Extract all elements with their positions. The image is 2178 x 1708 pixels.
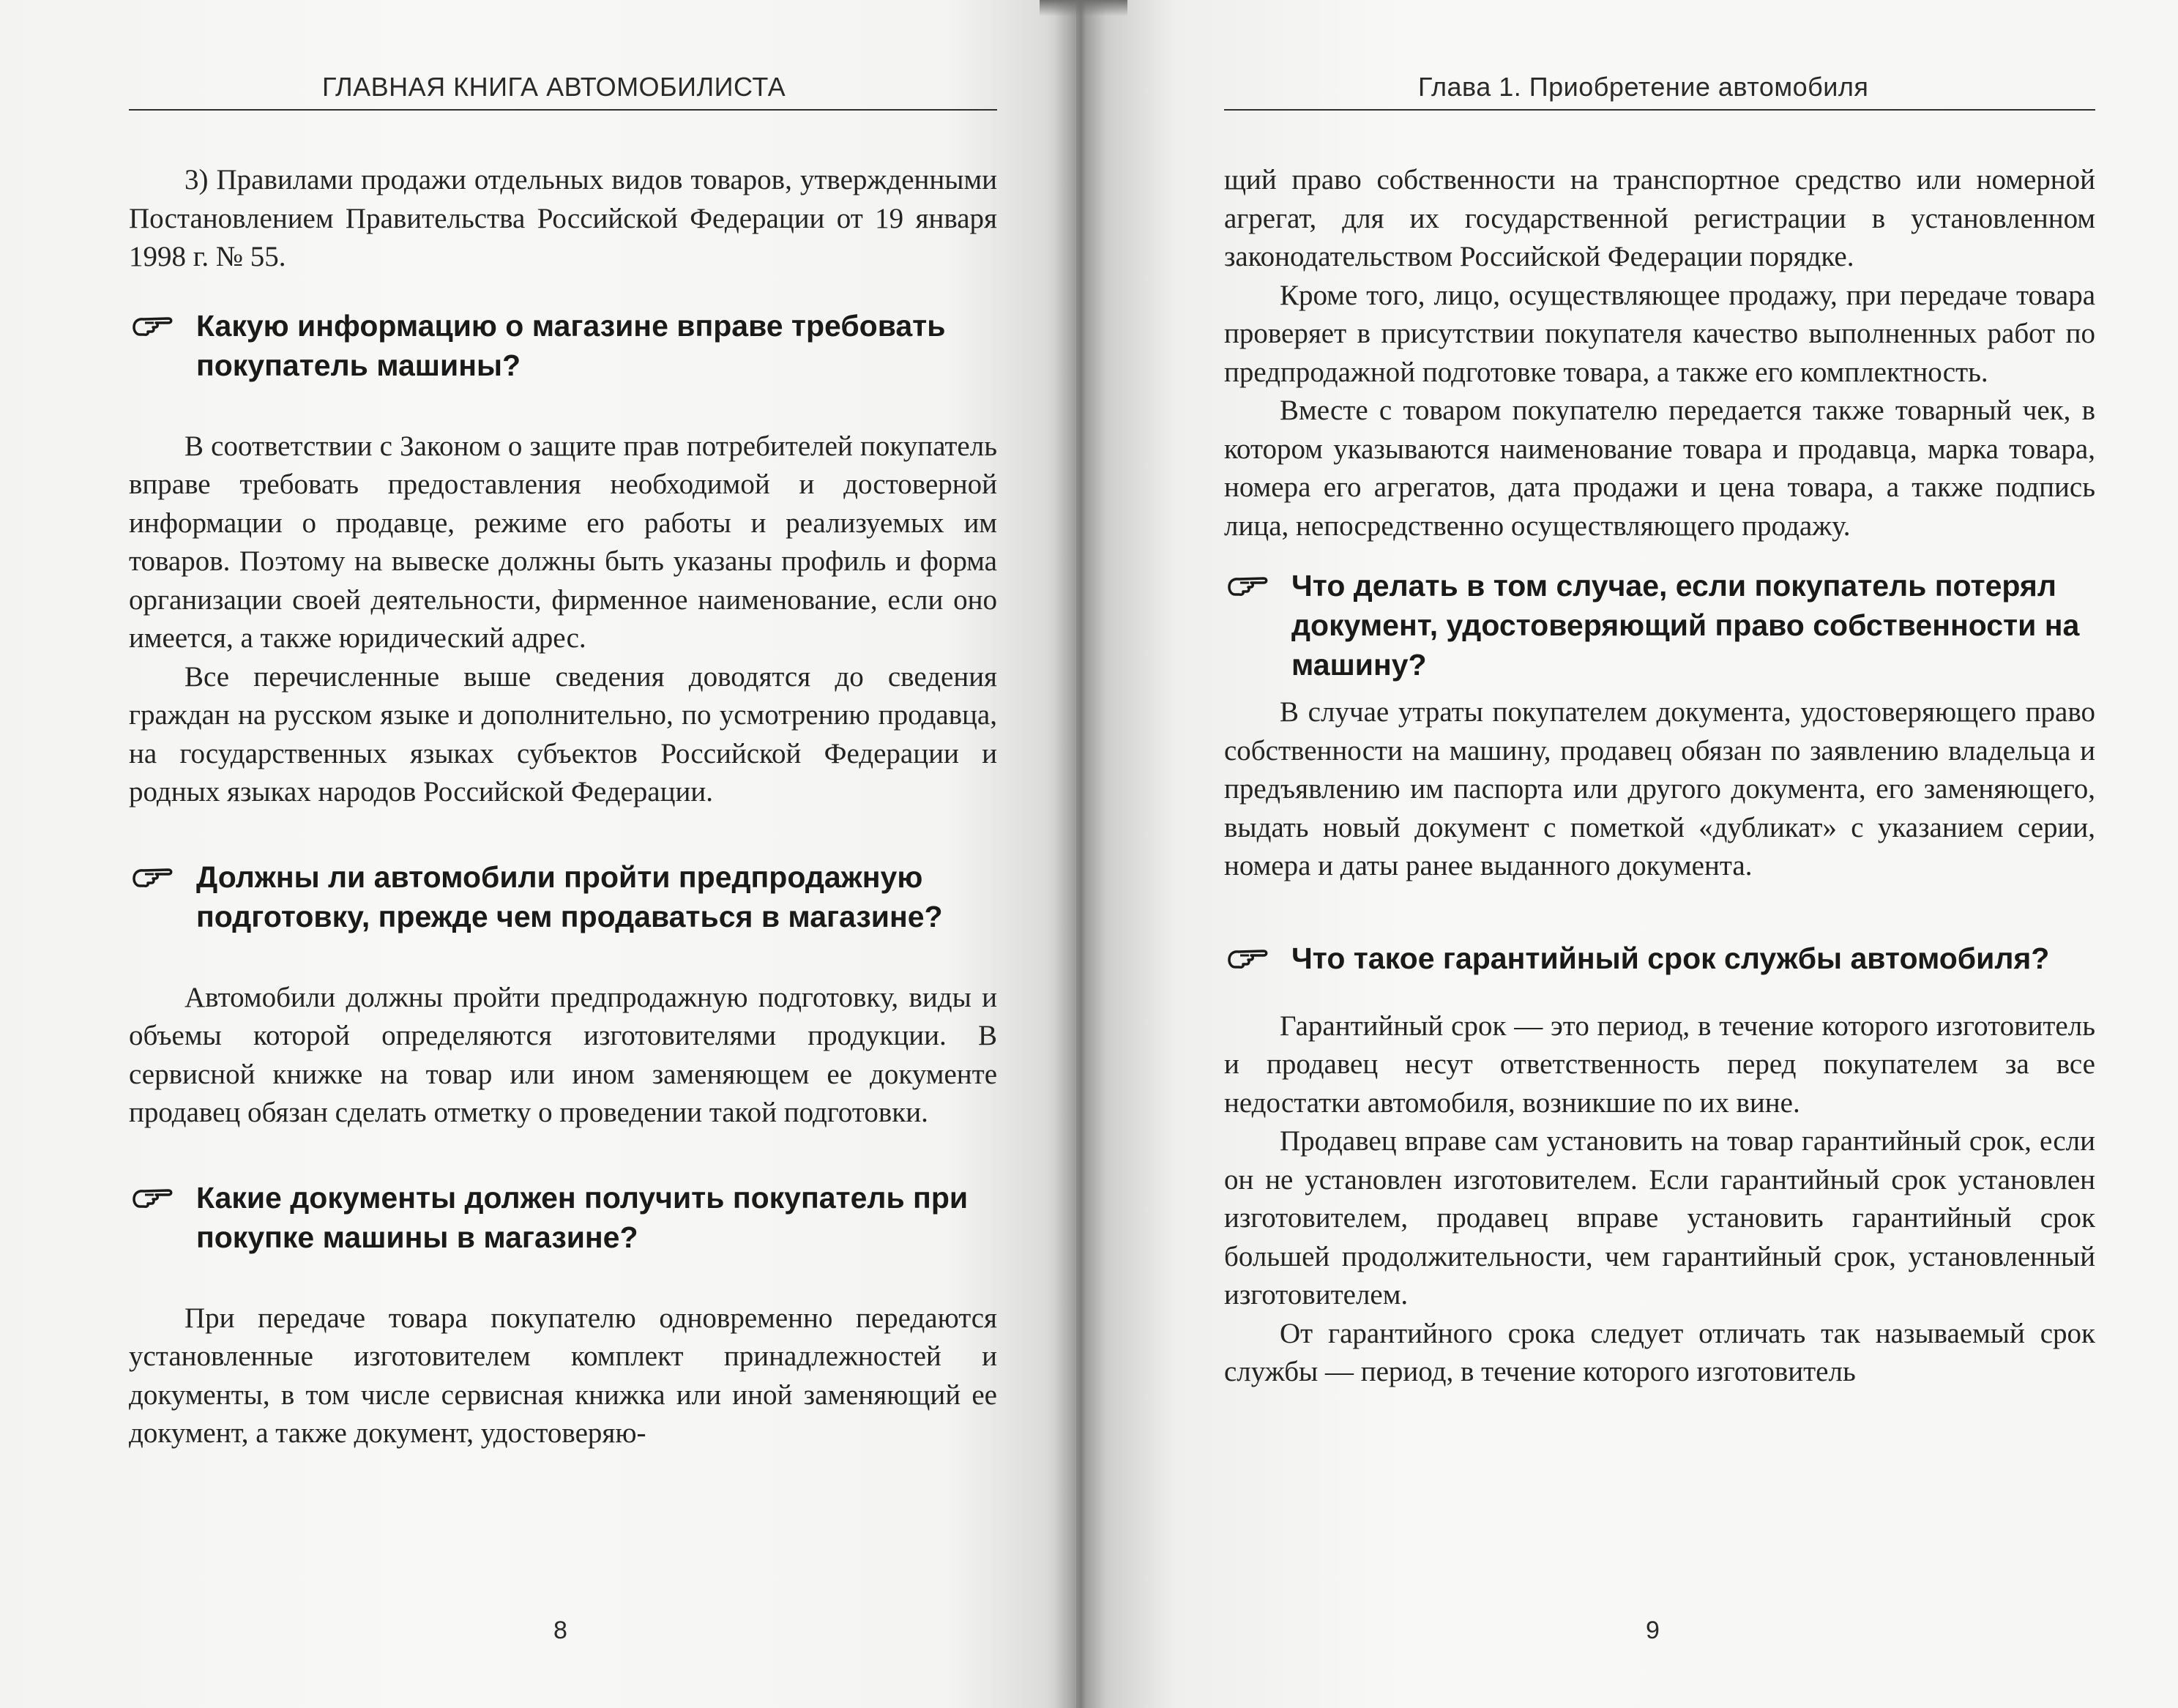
pointing-hand-icon xyxy=(132,866,174,888)
question-heading xyxy=(129,857,997,936)
pointing-hand-icon xyxy=(132,315,174,337)
right-running-head: Глава 1. Приобретение автомобиля xyxy=(1418,72,1869,102)
book-gutter xyxy=(1054,0,1105,1708)
body-paragraph: В случае утраты покупателем документа, удостоверяющего право собственности на машину, продавец обязан по заявлению владельца и предъявлению им паспорта или другого документа, его заменяющего, выдать новый документ с пометкой «дубликат» с указанием серии, номера и даты ранее выданного документа. xyxy=(1224,696,2095,881)
body-paragraph: Гарантийный срок — это период, в течение которого изготовитель и продавец несут ответственность перед покупателем за все недостатки автомобиля, возникшие по их вине. xyxy=(1224,1010,2095,1119)
question-text: Что делать в том случае, если покупатель потерял документ, удостоверяющий право собственности на машину? xyxy=(1291,569,2080,682)
left-page-body xyxy=(129,161,997,1453)
question-heading xyxy=(1224,566,2095,685)
question-text: Какую информацию о магазине вправе требовать покупатель машины? xyxy=(196,308,946,382)
left-header-rule xyxy=(129,109,997,111)
left-running-head: ГЛАВНАЯ КНИГА АВТОМОБИЛИСТА xyxy=(322,72,786,102)
question-heading xyxy=(129,306,997,385)
right-header-rule xyxy=(1224,109,2095,111)
pointing-hand-icon xyxy=(132,1187,174,1209)
question-text: Должны ли автомобили пройти предпродажную подготовку, прежде чем продаваться в магазине? xyxy=(196,859,943,933)
right-page-number: 9 xyxy=(1646,1616,1660,1644)
body-paragraph: Продавец вправе сам установить на товар гарантийный срок, если он не установлен изготовителем. Если гарантийный срок установлен изготовителем, продавец вправе установить гарантийный срок большей продолжительности, чем гарантийный срок, установленный изготовителем. xyxy=(1224,1125,2095,1310)
intro-paragraph: 3) Правилами продажи отдельных видов товаров, утвержденными Постановлением Правительства Российской Федерации от 19 января 1998 г. № 55. xyxy=(129,164,997,272)
body-paragraph: Все перечисленные выше сведения доводятся до сведения граждан на русском языке и дополнительно, по усмотрению продавца, на государственных языках субъектов Российской Федерации и родных языках народов Российской Федерации. xyxy=(129,660,997,808)
right-page-body xyxy=(1224,161,2095,1392)
question-heading xyxy=(1224,939,2095,978)
question-text: Что такое гарантийный срок службы автомобиля? xyxy=(1291,941,2050,975)
left-page-number: 8 xyxy=(553,1616,567,1644)
question-heading xyxy=(129,1178,997,1257)
body-paragraph: Автомобили должны пройти предпродажную подготовку, виды и объемы которой определяются изготовителями продукции. В сервисной книжке на товар или ином заменяющем ее документе продавец обязан сделать отметку о проведении такой подготовки. xyxy=(129,981,997,1128)
body-paragraph: Кроме того, лицо, осуществляющее продажу, при передаче товара проверяет в присутствии покупателя качество выполненных работ по предпродажной подготовке товара, а также его комплектность. xyxy=(1224,279,2095,388)
pointing-hand-icon xyxy=(1227,947,1269,969)
body-paragraph: Вместе с товаром покупателю передается также товарный чек, в котором указываются наименование товара и продавца, марка товара, номера его агрегатов, дата продажи и цена товара, а также подпись лица, непосредственно осуществляющего продажу. xyxy=(1224,395,2095,542)
body-paragraph: При передаче товара покупателю одновременно передаются установленные изготовителем комплект принадлежностей и документы, в том числе сервисная книжка или иной заменяющий ее документ, а также документ, удостоверяю- xyxy=(129,1302,997,1449)
pointing-hand-icon xyxy=(1227,575,1269,597)
question-text: Какие документы должен получить покупатель при покупке машины в магазине? xyxy=(196,1180,969,1254)
continued-paragraph: щий право собственности на транспортное средство или номерной агрегат, для их государственной регистрации в установленном законодательством Российской Федерации порядке. xyxy=(1224,164,2095,272)
spine-top-edge xyxy=(1040,0,1127,16)
body-paragraph: В соответствии с Законом о защите прав потребителей покупатель вправе требовать предоставления необходимой и достоверной информации о продавце, режиме его работы и реализуемых им товаров. Поэтому на вывеске должны быть указаны профиль и форма организации своей деятельности, фирменное наименование, если оно имеется, а также юридический адрес. xyxy=(129,430,997,654)
body-paragraph: От гарантийного срока следует отличать так называемый срок службы — период, в течение которого изготовитель xyxy=(1224,1317,2095,1387)
